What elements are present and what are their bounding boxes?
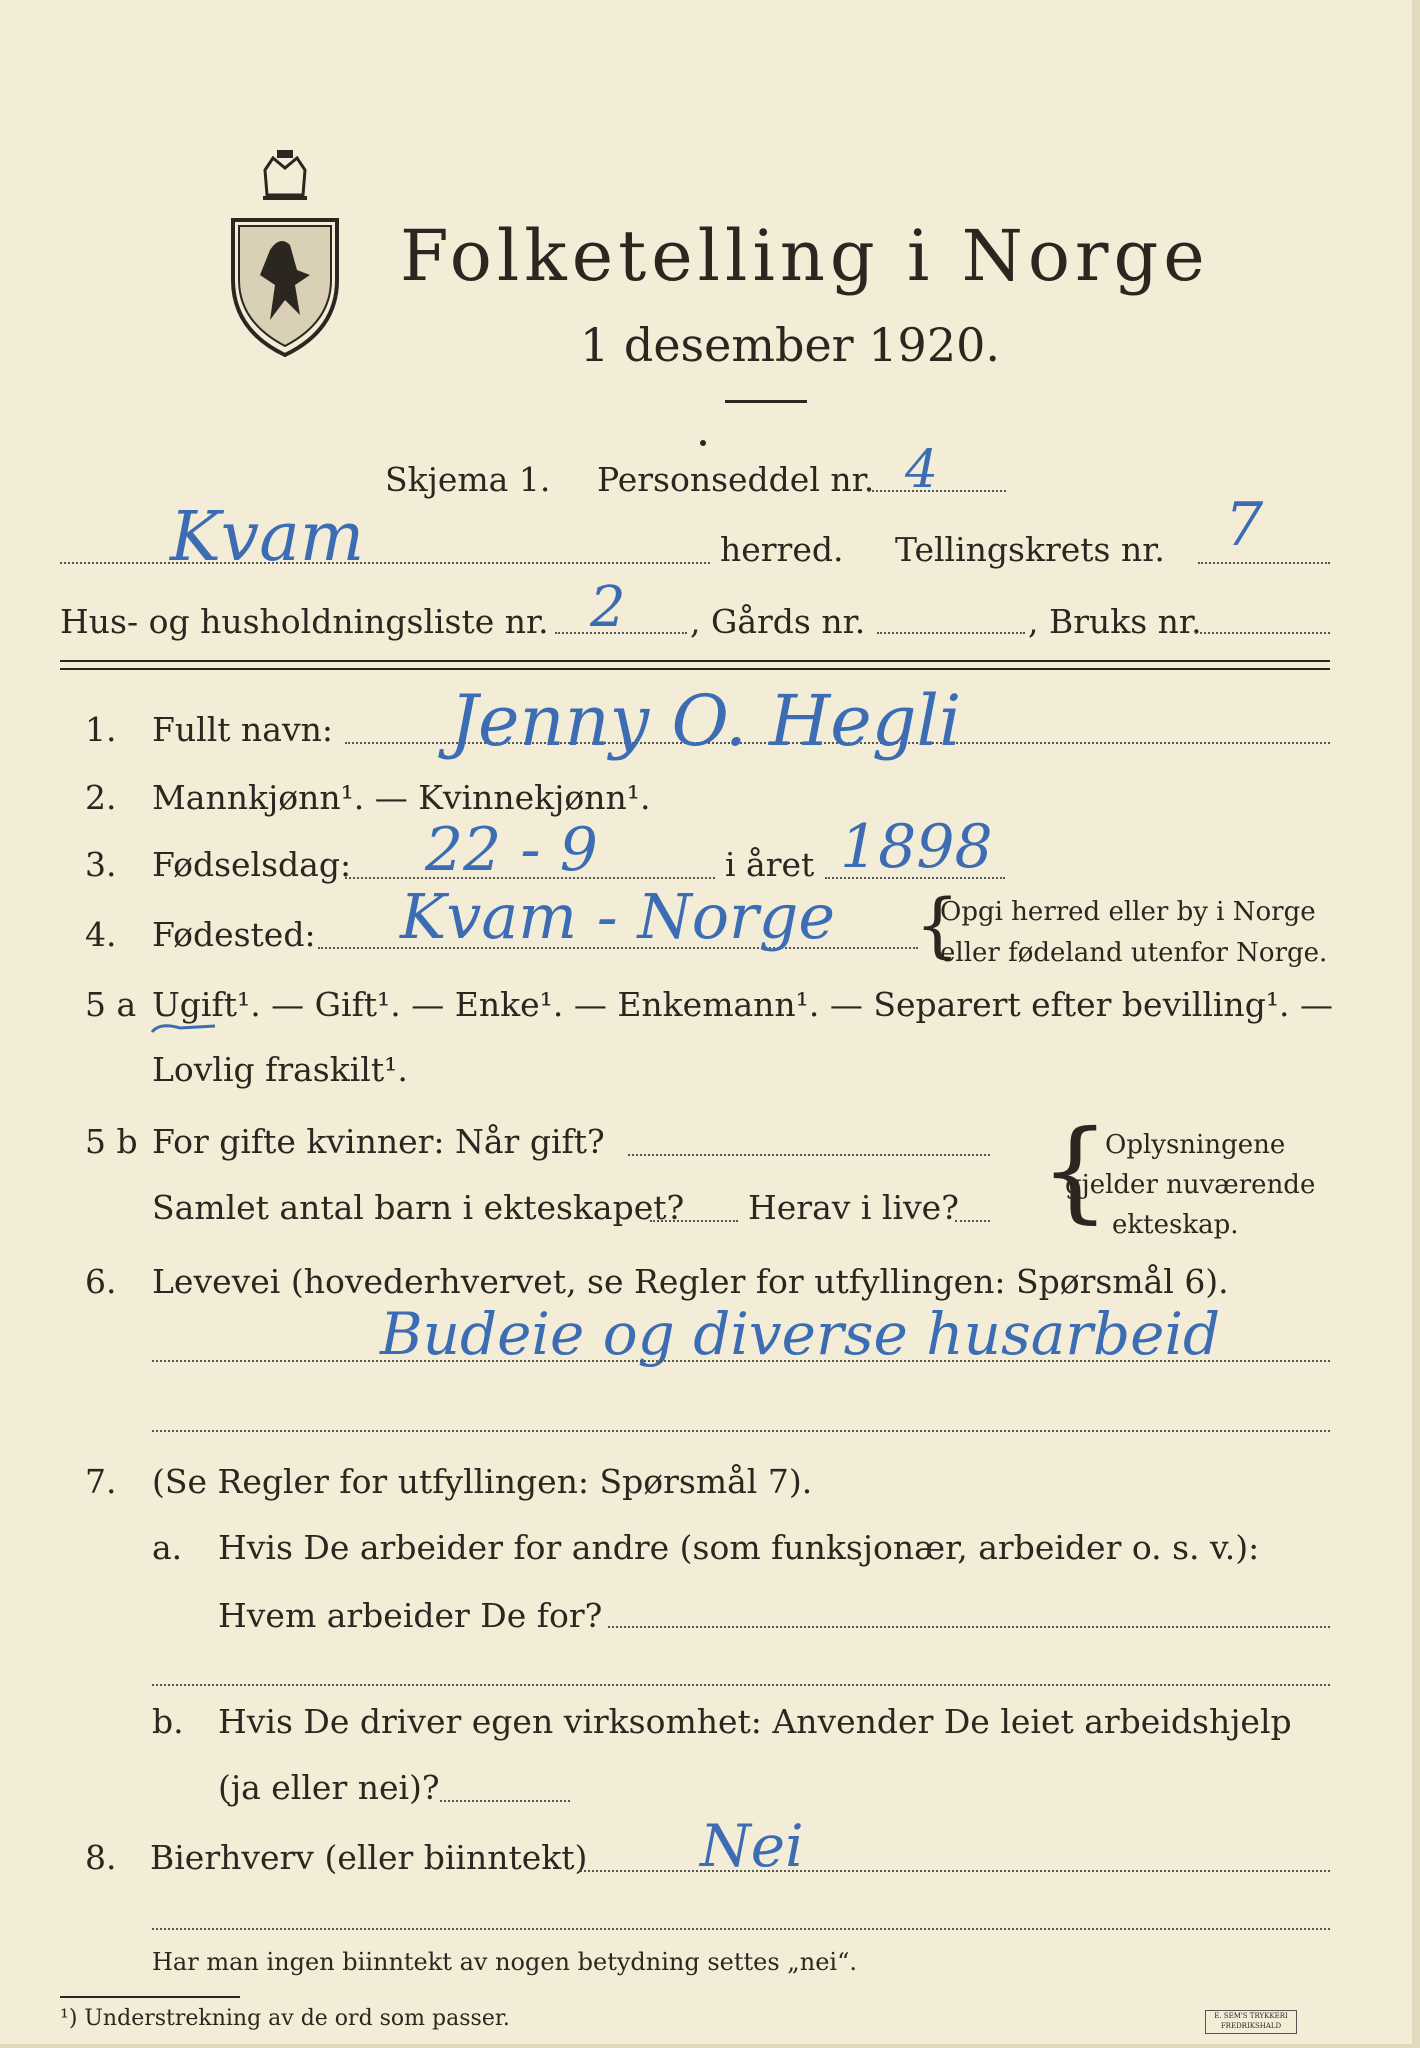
q7-number: 7. xyxy=(85,1462,117,1501)
q5b-label: For gifte kvinner: Når gift? xyxy=(152,1122,605,1161)
hus-label: Hus- og husholdningsliste nr. xyxy=(60,602,549,641)
tellingskrets-label: Tellingskrets nr. xyxy=(895,530,1165,569)
side-income-field-2[interactable] xyxy=(152,1928,1330,1930)
underline-mark-icon xyxy=(150,1020,220,1040)
married-when-field[interactable] xyxy=(628,1154,990,1156)
note-brace: { xyxy=(915,884,960,966)
herred-value: Kvam xyxy=(170,498,365,577)
hired-help-field[interactable] xyxy=(440,1800,570,1802)
occupation-value: Budeie og diverse husarbeid xyxy=(380,1300,1221,1368)
q5b-number: 5 b xyxy=(85,1122,138,1161)
gards-field[interactable] xyxy=(877,632,1025,634)
q3-number: 3. xyxy=(85,845,117,884)
divorced-option[interactable]: Lovlig fraskilt¹. xyxy=(152,1050,408,1089)
printer-stamp: E. SEM'S TRYKKERI FREDRIKSHALD xyxy=(1205,2010,1297,2034)
occupation-field-2[interactable] xyxy=(152,1430,1330,1432)
norway-coat-of-arms-icon xyxy=(225,150,345,360)
q7b-number: b. xyxy=(152,1702,184,1741)
birthday-value: 22 - 9 xyxy=(425,815,598,885)
birth-year-value: 1898 xyxy=(840,812,993,882)
occupation-field[interactable] xyxy=(152,1360,1330,1362)
employer-field[interactable] xyxy=(608,1626,1330,1628)
marriage-note-2: gjelder nuværende xyxy=(1065,1170,1316,1200)
footnote-rule xyxy=(60,1996,240,1998)
marriage-note-3: ekteskap. xyxy=(1112,1210,1239,1240)
q7a-number: a. xyxy=(152,1528,183,1567)
q7b-label: Hvis De driver egen virksomhet: Anvender De leiet arbeidshjelp xyxy=(218,1702,1292,1741)
herred-field[interactable] xyxy=(60,562,710,564)
q4-label: Fødested: xyxy=(152,915,316,954)
personseddel-label: Personseddel nr. xyxy=(597,460,875,499)
form-title: Folketelling i Norge xyxy=(400,215,1210,297)
q7-label: (Se Regler for utfyllingen: Spørsmål 7). xyxy=(152,1462,813,1501)
alive-label: Herav i live? xyxy=(748,1188,959,1227)
tellingskrets-field[interactable] xyxy=(1198,562,1330,564)
footer-note: Har man ingen biinntekt av nogen betydning settes „nei“. xyxy=(152,1948,857,1976)
q8-number: 8. xyxy=(85,1838,117,1877)
children-field[interactable] xyxy=(650,1220,738,1222)
side-income-field[interactable] xyxy=(580,1870,1330,1872)
q8-label: Bierhverv (eller biinntekt) xyxy=(150,1838,588,1877)
birthplace-note-2: eller fødeland utenfor Norge. xyxy=(940,938,1328,968)
gender-options[interactable]: Mannkjønn¹. — Kvinnekjønn¹. xyxy=(152,778,651,817)
title-divider xyxy=(725,400,807,403)
q3-label: Fødselsdag: xyxy=(152,845,352,884)
employer-label: Hvem arbeider De for? xyxy=(218,1596,603,1635)
year-label: i året xyxy=(725,845,815,884)
side-income-value: Nei xyxy=(700,1812,804,1880)
gards-label: , Gårds nr. xyxy=(690,602,866,641)
birthplace-note-1: Opgi herred eller by i Norge xyxy=(940,897,1316,927)
full-name-value: Jenny O. Hegli xyxy=(450,680,962,762)
children-label: Samlet antal barn i ekteskapet? xyxy=(152,1188,685,1227)
q6-number: 6. xyxy=(85,1262,117,1301)
herred-label: herred. xyxy=(720,530,844,569)
q5a-number: 5 a xyxy=(85,985,137,1024)
footnote: ¹) Understrekning av de ord som passer. xyxy=(60,2006,510,2031)
skjema-label: Skjema 1. xyxy=(385,460,551,499)
header-divider xyxy=(60,660,1330,670)
census-date: 1 desember 1920. xyxy=(580,318,1000,372)
q7a-label: Hvis De arbeider for andre (som funksjonær, arbeider o. s. v.): xyxy=(218,1528,1260,1567)
personseddel-value: 4 xyxy=(905,440,939,500)
q1-label: Fullt navn: xyxy=(152,710,333,749)
marital-status-options[interactable]: Ugift¹. — Gift¹. — Enke¹. — Enkemann¹. — Separert efter bevilling¹. — xyxy=(152,985,1334,1024)
marriage-note-1: Oplysningene xyxy=(1105,1130,1286,1160)
tellingskrets-value: 7 xyxy=(1225,490,1264,560)
birthplace-value: Kvam - Norge xyxy=(400,880,836,953)
bruks-label: , Bruks nr. xyxy=(1028,602,1202,641)
marriage-note-brace: { xyxy=(1040,1106,1110,1234)
q1-number: 1. xyxy=(85,710,117,749)
q6-label: Levevei (hovederhvervet, se Regler for utfyllingen: Spørsmål 6). xyxy=(152,1262,1229,1301)
ink-dot xyxy=(700,440,706,446)
hus-value: 2 xyxy=(590,575,626,640)
bruks-field[interactable] xyxy=(1195,632,1330,634)
hired-help-label: (ja eller nei)? xyxy=(218,1768,440,1807)
q2-number: 2. xyxy=(85,778,117,817)
q4-number: 4. xyxy=(85,915,117,954)
employer-field-2[interactable] xyxy=(152,1684,1330,1686)
alive-field[interactable] xyxy=(955,1220,990,1222)
